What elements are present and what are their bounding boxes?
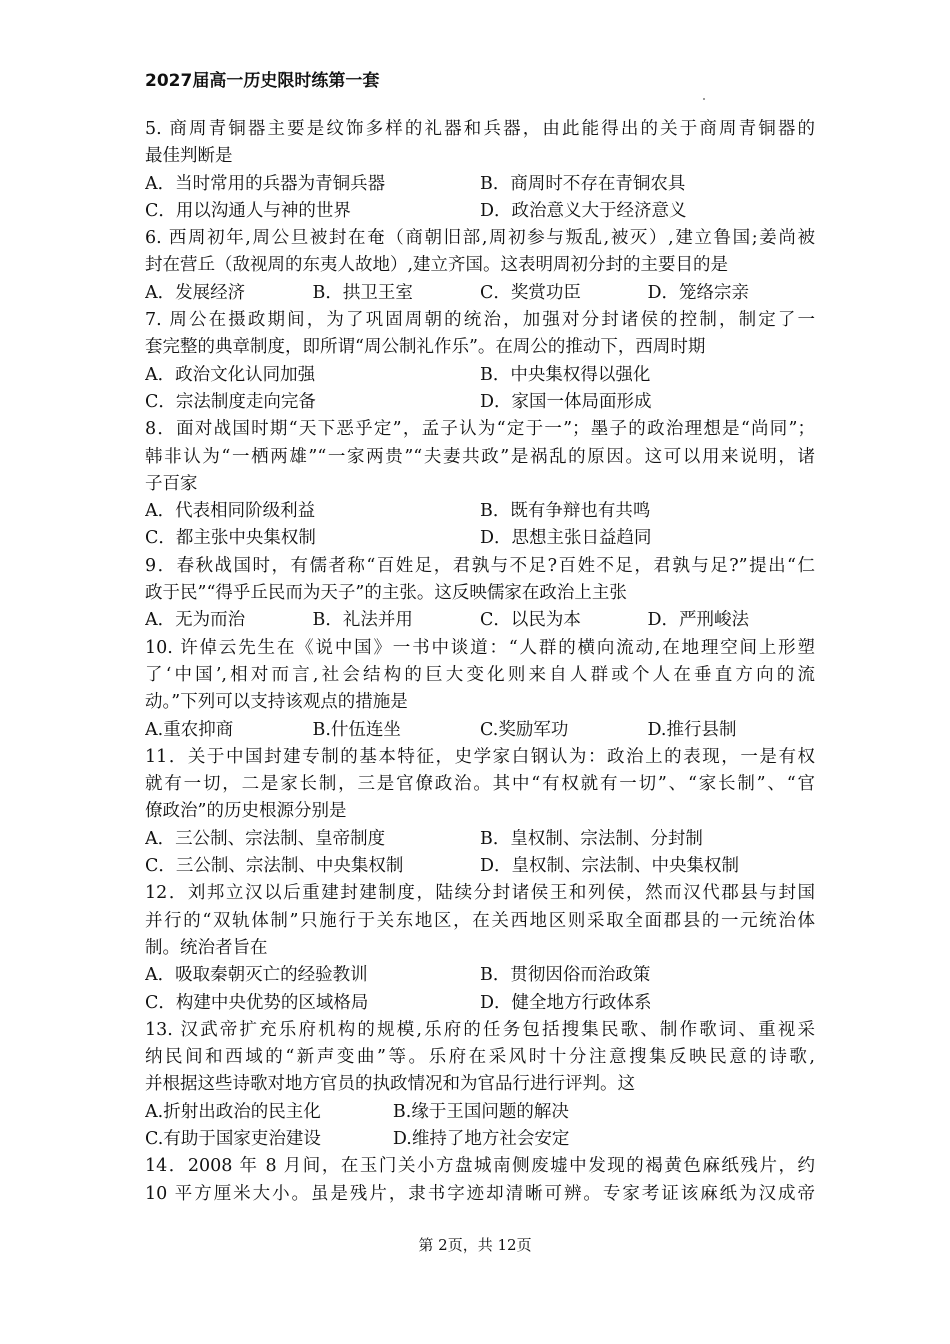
option-d: D．政治意义大于经济意义 xyxy=(480,200,687,221)
option-a: A.重农抑商 xyxy=(145,719,234,740)
option-a: A．当时常用的兵器为青铜兵器 xyxy=(145,173,386,194)
option-c: C．构建中央优势的区域格局 xyxy=(145,992,369,1013)
question-7-line: 套完整的典章制度，即所谓“周公制礼作乐”。在周公的推动下，西周时期 xyxy=(145,337,706,358)
option-b: B．皇权制、宗法制、分封制 xyxy=(480,828,703,849)
option-a: A．吸取秦朝灭亡的经验教训 xyxy=(145,965,368,986)
question-8-options xyxy=(145,498,815,525)
question-9-line: 9．春秋战国时，有儒者称“百姓足，君孰与不足?百姓不足，君孰与足?”提出“仁 xyxy=(145,555,815,576)
option-a: A．无为而治 xyxy=(145,610,246,631)
question-8-line: 8．面对战国时期“天下恶乎定”，孟子认为“定于一”；墨子的政治理想是“尚同”； xyxy=(145,419,815,440)
option-d: D．家国一体局面形成 xyxy=(480,391,652,412)
option-c: C．用以沟通人与神的世界 xyxy=(145,200,351,221)
option-b: B．既有争辩也有共鸣 xyxy=(480,501,651,522)
question-5-options xyxy=(145,198,815,225)
option-d: D．健全地方行政体系 xyxy=(480,992,652,1013)
option-c: C．三公制、宗法制、中央集权制 xyxy=(145,856,404,877)
question-5-line: 最佳判断是 xyxy=(145,146,233,167)
option-b: B．商周时不存在青铜农具 xyxy=(480,173,686,194)
question-10-options xyxy=(145,717,815,744)
option-d: D．笼络宗亲 xyxy=(647,282,750,303)
scan-dot xyxy=(703,98,705,100)
option-c: C．都主张中央集权制 xyxy=(145,528,316,549)
question-7-line: 7. 周公在摄政期间，为了巩固周朝的统治，加强对分封诸侯的控制，制定了一 xyxy=(145,310,815,331)
option-c: C.奖励军功 xyxy=(480,719,569,740)
question-14-line: 14．2008 年 8 月间，在玉门关小方盘城南侧废墟中发现的褐黄色麻纸残片，约 xyxy=(145,1156,815,1177)
option-c: C．以民为本 xyxy=(480,610,581,631)
question-list xyxy=(145,116,815,1208)
option-d: D.推行县制 xyxy=(647,719,737,740)
option-c: C．宗法制度走向完备 xyxy=(145,391,316,412)
question-7-options xyxy=(145,389,815,416)
question-11-line: 僚政治”的历史根源分别是 xyxy=(145,801,347,822)
option-b: B.缘于王国问题的解决 xyxy=(392,1101,569,1122)
option-d: D.维持了地方社会安定 xyxy=(392,1128,570,1149)
option-b: B．拱卫王室 xyxy=(312,282,413,303)
question-9-line: 政于民”“得乎丘民而为天子”的主张。这反映儒家在政治上主张 xyxy=(145,583,627,604)
option-a: A.折射出政治的民主化 xyxy=(145,1101,321,1122)
question-9-options xyxy=(145,607,815,634)
question-12-options xyxy=(145,990,815,1017)
question-11-options xyxy=(145,853,815,880)
question-13-line: 纳民间和西域的“新声变曲”等。乐府在采风时十分注意搜集反映民意的诗歌, xyxy=(145,1047,815,1068)
option-d: D．皇权制、宗法制、中央集权制 xyxy=(480,856,740,877)
question-11-line: 11．关于中国封建专制的基本特征，史学家白钢认为：政治上的表现，一是有权 xyxy=(145,746,815,767)
question-13-line: 并根据这些诗歌对地方官员的执政情况和为官品行进行评判。这 xyxy=(145,1074,635,1095)
question-10-line: 动。”下列可以支持该观点的措施是 xyxy=(145,692,408,713)
question-12-line: 并行的“双轨体制”只施行于关东地区，在关西地区则采取全面郡县的一元统治体 xyxy=(145,910,815,931)
option-b: B．礼法并用 xyxy=(312,610,413,631)
question-13-options xyxy=(145,1099,815,1126)
question-12-line: 12．刘邦立汉以后重建封建制度，陆续分封诸侯王和列侯，然而汉代郡县与封国 xyxy=(145,883,815,904)
question-12-line: 制。统治者旨在 xyxy=(145,937,268,958)
option-c: C.有助于国家吏治建设 xyxy=(145,1128,321,1149)
option-b: B．中央集权得以强化 xyxy=(480,364,651,385)
question-5-options xyxy=(145,171,815,198)
question-12-options xyxy=(145,962,815,989)
question-6-line: 封在营丘（敌视周的东夷人故地）,建立齐国。这表明周初分封的主要目的是 xyxy=(145,255,729,276)
page-header-title: 2027届高一历史限时练第一套 xyxy=(145,71,380,91)
question-14-line: 10 平方厘米大小。虽是残片，隶书字迹却清晰可辨。专家考证该麻纸为汉成帝 xyxy=(145,1183,815,1204)
page-footer: 第 2页，共 12页 xyxy=(418,1236,532,1254)
question-11-line: 就有一切，二是家长制，三是官僚政治。其中“有权就有一切”、“家长制”、“官 xyxy=(145,774,815,795)
option-b: B.什伍连坐 xyxy=(312,719,401,740)
option-b: B．贯彻因俗而治政策 xyxy=(480,965,651,986)
question-13-line: 13. 汉武帝扩充乐府机构的规模,乐府的任务包括搜集民歌、制作歌词、重视采 xyxy=(145,1019,815,1040)
question-6-options xyxy=(145,280,815,307)
option-a: A．发展经济 xyxy=(145,282,246,303)
option-a: A．政治文化认同加强 xyxy=(145,364,316,385)
question-8-options xyxy=(145,525,815,552)
question-8-line: 韩非认为“一栖两雄”“一家两贵”“夫妻共政”是祸乱的原因。这可以用来说明，诸 xyxy=(145,446,815,467)
question-10-line: 10. 许倬云先生在《说中国》一书中谈道：“人群的横向流动,在地理空间上形塑 xyxy=(145,637,815,658)
question-7-options xyxy=(145,362,815,389)
question-11-options xyxy=(145,826,815,853)
question-5-line: 5. 商周青铜器主要是纹饰多样的礼器和兵器，由此能得出的关于商周青铜器的 xyxy=(145,119,815,139)
option-c: C．奖赏功臣 xyxy=(480,282,581,303)
question-8-line: 子百家 xyxy=(145,473,198,494)
question-13-options xyxy=(145,1126,815,1153)
option-d: D．严刑峻法 xyxy=(647,610,750,631)
question-10-line: 了‘中国’,相对而言,社会结构的巨大变化则来自人群或个人在垂直方向的流 xyxy=(145,664,815,685)
question-6-line: 6. 西周初年,周公旦被封在奄（商朝旧部,周初参与叛乱,被灭）,建立鲁国;姜尚被 xyxy=(145,228,815,249)
option-d: D．思想主张日益趋同 xyxy=(480,528,652,549)
option-a: A．三公制、宗法制、皇帝制度 xyxy=(145,828,386,849)
option-a: A．代表相同阶级利益 xyxy=(145,501,316,522)
